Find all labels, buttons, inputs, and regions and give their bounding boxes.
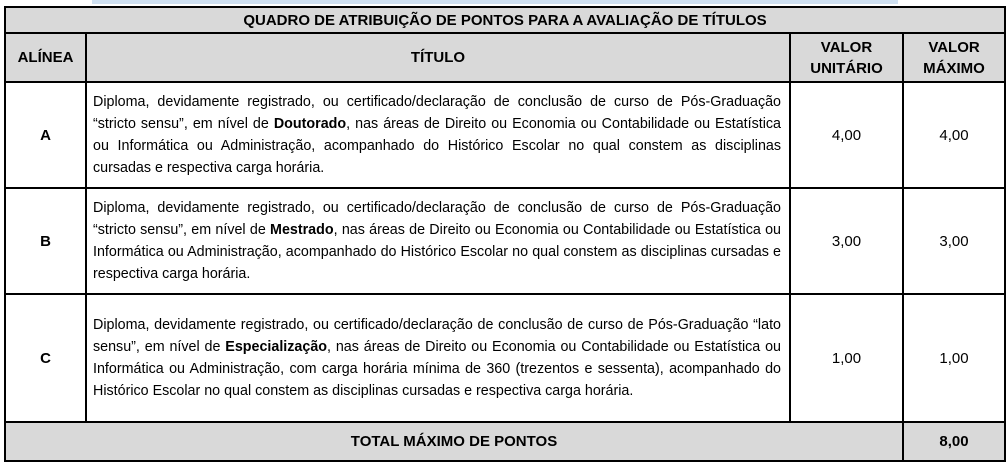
caption-row [5,7,1005,33]
header-alinea: ALÍNEA [5,33,86,82]
titulo-text: Diploma, devidamente registrado, ou certificado/declaração de conclusão de curso de Pós-Graduação “stricto sensu”, em nível de [93,199,781,238]
header-valor-maximo-line1: VALOR [928,38,980,56]
row-valor-unitario: 4,00 [790,82,903,188]
row-titulo [86,188,790,294]
row-titulo [86,294,790,422]
titulo-text: Diploma, devidamente registrado, ou certificado/declaração de conclusão de curso de Pós-Graduação “stricto sensu”, em nível de [93,93,781,133]
table-row [5,294,1005,422]
row-valor-maximo: 3,00 [903,188,1005,294]
titulo-level-bold: Doutorado [273,116,347,133]
row-alinea: B [5,188,86,294]
header-row [5,33,1005,82]
titulo-text-rest: , nas áreas de Direito ou Economia ou Contabilidade ou Estatística ou Informática ou Administração, acompanhado do Histórico Escolar no qual constem as disciplinas cursadas e respectiva carga horária. [93,221,781,283]
header-valor-maximo [903,33,1005,82]
row-alinea: C [5,294,86,422]
header-valor-unitario [790,33,903,82]
table-caption: QUADRO DE ATRIBUIÇÃO DE PONTOS PARA A AVALIAÇÃO DE TÍTULOS [5,7,1005,33]
row-valor-maximo: 4,00 [903,82,1005,188]
header-valor-unitario-line2: UNITÁRIO [810,59,883,77]
titulo-text: Diploma, devidamente registrado, ou certificado/declaração de conclusão de curso de Pós-Graduação “lato sensu”, em nível de [93,316,781,355]
row-valor-unitario: 1,00 [790,294,903,422]
top-page-strip [92,0,898,4]
row-valor-unitario: 3,00 [790,188,903,294]
header-valor-maximo-line2: MÁXIMO [923,59,985,77]
titulo-text-rest: , nas áreas de Direito ou Economia ou Contabilidade ou Estatística ou Informática ou Administração, com carga horária mínima de 360 (trezentos e sessenta), acompanhado do Histórico Escolar no qual constem as disciplinas cursadas e respectiva carga horária. [93,338,781,400]
total-row [5,422,1005,461]
header-titulo: TÍTULO [86,33,790,82]
titulo-level-bold: Especialização [225,338,328,355]
row-titulo [86,82,790,188]
row-alinea: A [5,82,86,188]
titulo-text-rest: , nas áreas de Direito ou Economia ou Contabilidade ou Estatística ou Informática ou Administração, acompanhado do Histórico Escolar no qual constem as disciplinas cursadas e respectiva carga horária. [93,116,781,177]
total-value: 8,00 [903,422,1005,461]
header-valor-unitario-line1: VALOR [820,38,873,56]
row-valor-maximo: 1,00 [903,294,1005,422]
points-table [4,6,1006,462]
titulo-level-bold: Mestrado [270,221,334,238]
table-row [5,188,1005,294]
total-label: TOTAL MÁXIMO DE PONTOS [5,422,903,461]
table-row [5,82,1005,188]
